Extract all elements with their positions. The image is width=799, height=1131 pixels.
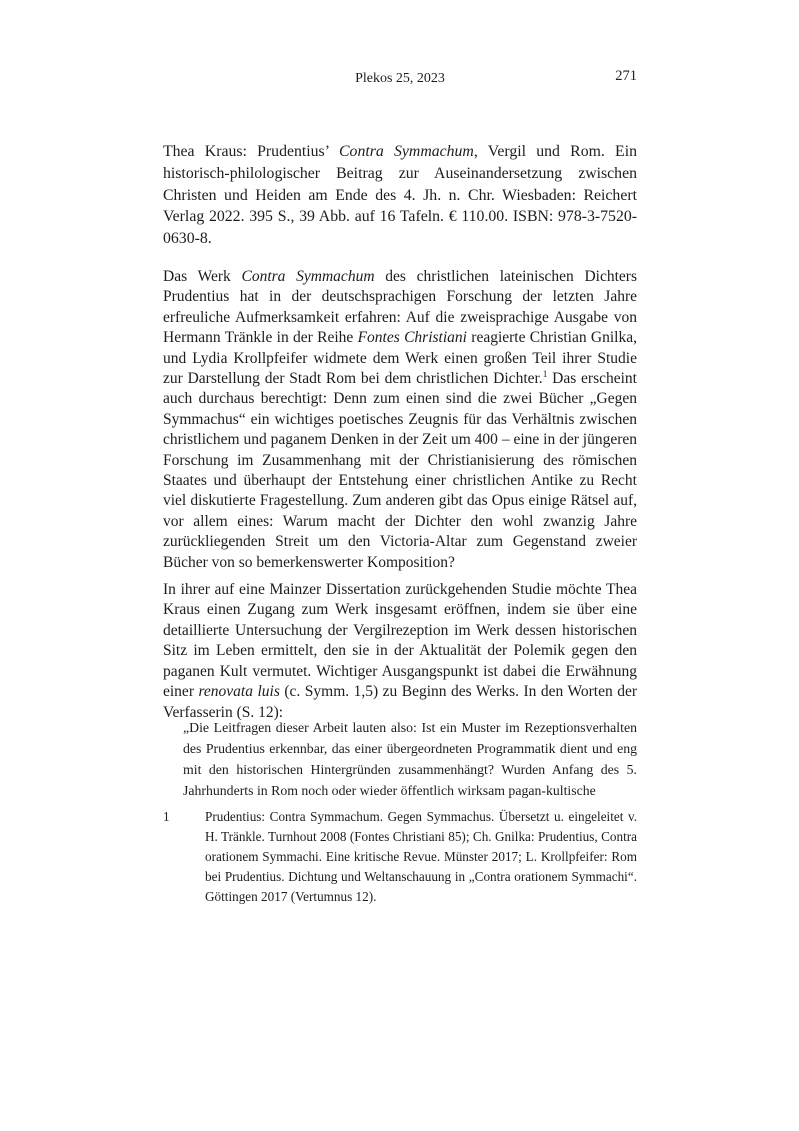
footnote: [163, 807, 637, 907]
paragraph: In ihrer auf eine Mainzer Dissertation zurückgehenden Studie möchte Thea Kraus einen Zugang zum Werk insgesamt eröffnen, indem sie über eine detaillierte Untersuchung der Vergilrezeption im Werk dessen historischen Sitz im Leben ermittelt, den sie in der Aktualität der Polemik gegen den paganen Kult vermutet. Wichtiger Ausgangspunkt ist dabei die Erwähnung einer renovata luis (c. Symm. 1,5) zu Beginn des Werks. In den Worten der Verfasserin (S. 12):: [163, 581, 637, 721]
review-content: [163, 141, 637, 907]
footnote-number: 1: [163, 808, 170, 824]
footnote-text: Prudentius: Contra Symmachum. Gegen Symmachus. Übersetzt u. eingeleitet v. H. Tränkle. Turnhout 2008 (Fontes Christiani 85); Ch. Gnilka: Prudentius, Contra orationem Symmachi. Eine kritische Revue. Münster 2017; L. Krollpfeifer: Rom bei Prudentius. Dichtung und Weltanschauung in „Contra orationem Symmachi“. Göttingen 2017 (Vertumnus 12).: [205, 808, 637, 904]
paragraph: Das Werk Contra Symmachum des christlichen lateinischen Dichters Prudentius hat in der deutschsprachigen Forschung der letzten Jahre erfreuliche Aufmerksamkeit erfahren: Auf die zweisprachige Ausgabe von Hermann Tränkle in der Reihe Fontes Christiani reagierte Christian Gnilka, und Lydia Krollpfeifer widmete dem Werk einen großen Teil ihrer Studie zur Darstellung der Stadt Rom bei dem christlichen Dichter.$^1$ Das erscheint auch durchaus berechtigt: Denn zum einen sind die zwei Bücher „Gegen Symmachus“ ein wichtiges poetisches Zeugnis für das Verhältnis zwischen christlichem und paganem Denken in der Zeit um 400 – eine in der jüngeren Forschung im Zusammenhang mit der Christianisierung des römischen Staates und überhaupt der Entstehung einer christlichen Antike zu Recht viel diskutierte Fragestellung. Zum anderen gibt das Opus einige Rätsel auf, vor allem eines: Warum macht der Dichter den wohl zwanzig Jahre zurückliegenden Streit um den Victoria-Altar zum Gegenstand zweier Bücher von so bemerkenswerter Komposition?: [163, 267, 637, 571]
page-number: 271: [615, 68, 637, 84]
running-header: [163, 68, 637, 87]
review-heading: Thea Kraus: Prudentius’ Contra Symmachum, Vergil und Rom. Ein historisch-philologischer Beitrag zur Auseinandersetzung zwischen Christen und Heiden am Ende des 4. Jh. n. Chr. Wiesbaden: Reichert Verlag 2022. 395 S., 39 Abb. auf 16 Tafeln. € 110.00. ISBN: 978-3-7520-0630-8.: [163, 143, 637, 248]
block-quote: „Die Leitfragen dieser Arbeit lauten also: Ist ein Muster im Rezeptionsverhalten des Prudentius erkennbar, das einer übergeordneten Programmatik dient und eng mit den historischen Hintergründen zusammenhängt? Wurden Anfang des 5. Jahrhunderts in Rom noch oder wieder öffentlich wirksam pagan-kultische: [183, 719, 637, 798]
journal-title: Plekos 25, 2023: [355, 71, 445, 86]
